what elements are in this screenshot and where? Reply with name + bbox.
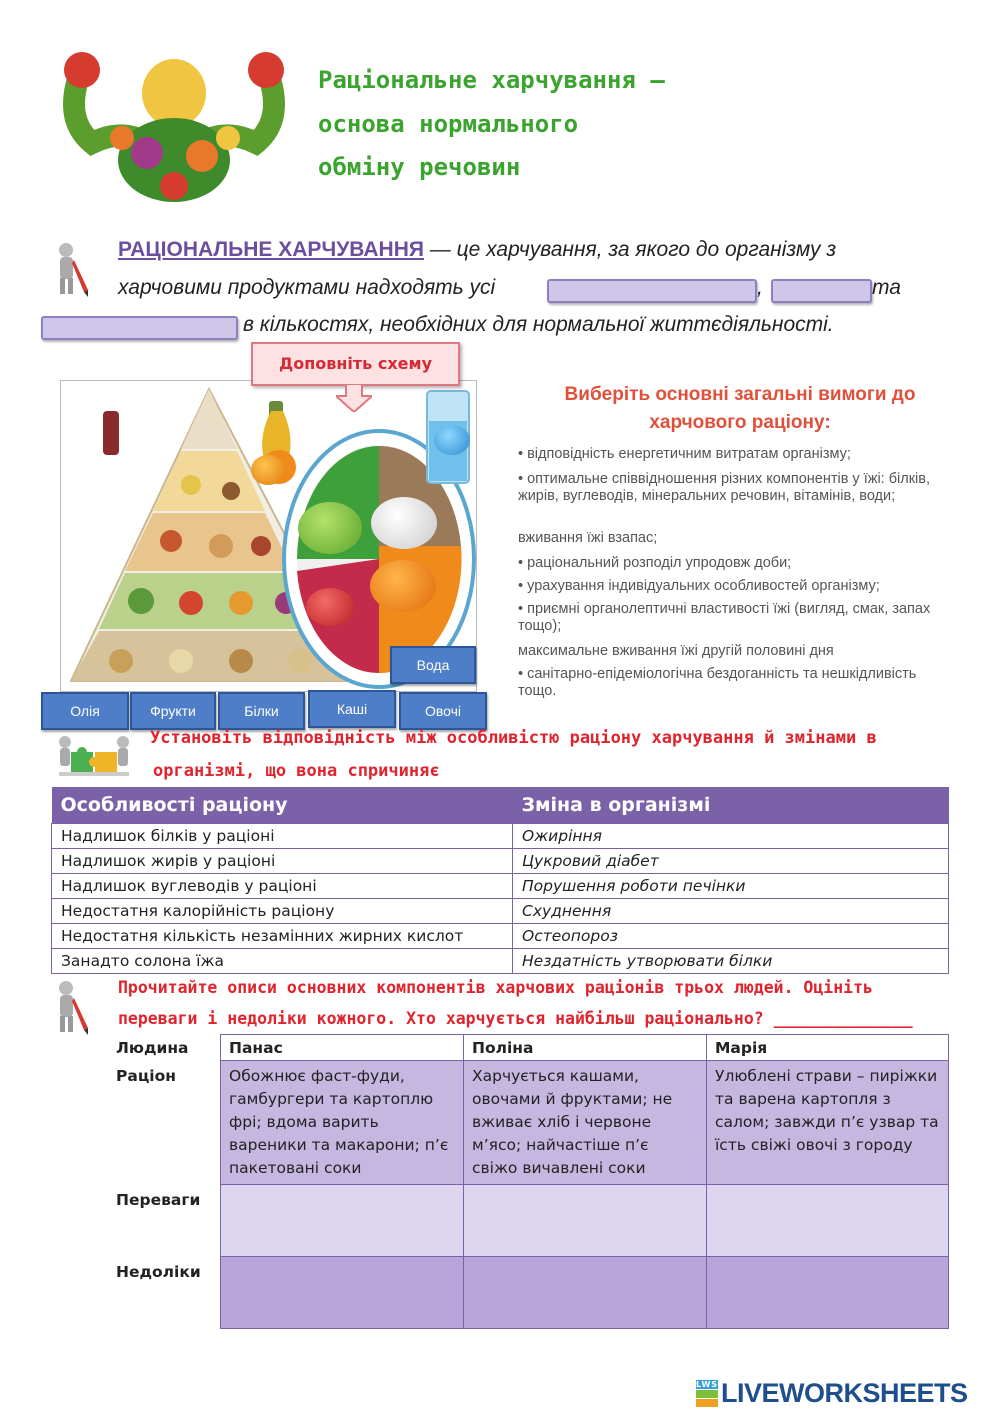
- puzzle-people-icon: [55, 734, 133, 778]
- ration-panas: Обожнює фаст-фуди, гамбургери та картоплю фрі; вдома варить вареники та макарони; п’є пакетовані соки: [221, 1061, 464, 1185]
- logo-letter: LWS: [696, 1379, 719, 1389]
- col-body-changes: Зміна в організмі: [513, 787, 949, 824]
- body-change[interactable]: Остеопороз: [513, 924, 949, 949]
- table-row: [108, 1257, 949, 1329]
- table-row[interactable]: [52, 874, 949, 899]
- ration-mariya: Улюблені страви – пиріжки та варена картопля з салом; завжди п’є узвар та їсть свіжі овочі з городу: [707, 1061, 949, 1185]
- matching-task-line-1: Установіть відповідність між особливістю раціону харчування й змінами в: [150, 728, 877, 748]
- matching-task-line-2: організмі, що вона спричиняє: [153, 761, 440, 781]
- people-task-line-2: переваги і недоліки кожного. Хто харчується найбільш раціонально? ______________: [118, 1009, 913, 1028]
- definition-part-2: харчовими продуктами надходять усі: [118, 276, 496, 299]
- label-person: Людина: [116, 1038, 189, 1057]
- label-ration: Раціон: [116, 1066, 176, 1085]
- egg-yellow: [251, 455, 285, 485]
- body-change[interactable]: Нездатність утворювати білки: [513, 949, 949, 974]
- matching-table: [51, 787, 949, 974]
- ration-feature: Надлишок жирів у раціоні: [52, 849, 513, 874]
- person-name-panas: Панас: [221, 1035, 464, 1061]
- body-change[interactable]: Схуднення: [513, 899, 949, 924]
- liveworksheets-text: LIVEWORKSHEETS: [721, 1377, 968, 1408]
- egg-blue: [434, 425, 470, 455]
- table-row[interactable]: [52, 949, 949, 974]
- pros-input-polina[interactable]: [464, 1185, 707, 1257]
- ration-feature: Надлишок вуглеводів у раціоні: [52, 874, 513, 899]
- ration-feature: Недостатня калорійність раціону: [52, 899, 513, 924]
- requirement-option-3[interactable]: вживання їжі взапас;: [518, 530, 658, 546]
- table-row[interactable]: [52, 924, 949, 949]
- drag-button-oil[interactable]: Олія: [41, 692, 129, 730]
- ration-feature: Занадто солона їжа: [52, 949, 513, 974]
- title-line-1: Раціональне харчування –: [318, 66, 665, 94]
- cons-input-mariya[interactable]: [707, 1257, 949, 1329]
- table-row: [108, 1185, 949, 1257]
- logo-bar-orange: [696, 1399, 718, 1407]
- body-change[interactable]: Ожиріння: [513, 824, 949, 849]
- ration-polina: Харчується кашами, овочами й фруктами; не вживає хліб і червоне м’ясо; найчастіше п’є свіжо вичавлені соки: [464, 1061, 707, 1185]
- requirement-option-1[interactable]: • відповідність енергетичним витратам організму;: [518, 446, 851, 462]
- egg-white: [371, 497, 437, 549]
- vegetable-strongman-logo: [52, 48, 296, 210]
- pros-input-mariya[interactable]: [707, 1185, 949, 1257]
- drag-button-fruits[interactable]: Фрукти: [130, 692, 216, 730]
- person-name-mariya: Марія: [707, 1035, 949, 1061]
- ration-feature: Надлишок білків у раціоні: [52, 824, 513, 849]
- label-cons: Недоліки: [116, 1262, 201, 1281]
- complete-scheme-callout: Доповніть схему: [251, 342, 460, 386]
- drag-button-porridge[interactable]: Каші: [308, 690, 396, 728]
- blank-nutrients-2[interactable]: [771, 279, 872, 303]
- liveworksheets-logo: [696, 1378, 968, 1408]
- egg-orange: [370, 560, 436, 612]
- title-line-3: обміну речовин: [318, 153, 521, 181]
- requirement-option-5[interactable]: • урахування індивідуальних особливостей організму;: [518, 578, 880, 594]
- requirements-title-1: Виберіть основні загальні вимоги до: [564, 384, 916, 405]
- cons-input-panas[interactable]: [221, 1257, 464, 1329]
- egg-green: [298, 502, 362, 554]
- label-pros: Переваги: [116, 1190, 201, 1209]
- table-row: [108, 1061, 949, 1185]
- logo-bar-green: [696, 1390, 718, 1398]
- body-change[interactable]: Цукровий діабет: [513, 849, 949, 874]
- requirement-option-7[interactable]: максимальне вживання їжі другій половині дня: [518, 643, 834, 659]
- table-row[interactable]: [52, 849, 949, 874]
- requirement-option-8[interactable]: • санітарно-епідеміологічна бездоганність та нешкідливість тощо.: [518, 666, 917, 699]
- pros-input-panas[interactable]: [221, 1185, 464, 1257]
- blank-nutrients-3[interactable]: [41, 316, 238, 340]
- drag-button-water[interactable]: Вода: [390, 646, 476, 684]
- definition-ta: та: [872, 276, 901, 299]
- col-ration-features: Особливості раціону: [52, 787, 513, 824]
- pencil-man-icon: [52, 978, 92, 1036]
- people-task-line-1: Прочитайте описи основних компонентів харчових раціонів трьох людей. Оцініть: [118, 978, 873, 997]
- definition-part-1: — це харчування, за якого до організму з: [423, 238, 837, 261]
- requirement-option-2[interactable]: • оптимальне співвідношення різних компонентів у їжі: білків, жирів, вуглеводів, мінеральних речовин, вітамінів, води;: [518, 471, 931, 504]
- requirement-option-6[interactable]: • приємні органолептичні властивості їжі (вигляд, смак, запах тощо);: [518, 601, 931, 634]
- person-name-polina: Поліна: [464, 1035, 707, 1061]
- liveworksheets-logo-icon: [696, 1380, 718, 1407]
- body-change[interactable]: Порушення роботи печінки: [513, 874, 949, 899]
- table-row: [108, 1035, 949, 1061]
- matching-table-header: [52, 787, 949, 824]
- blank-nutrients-1[interactable]: [547, 279, 757, 303]
- egg-red: [306, 588, 354, 626]
- pencil-man-icon: [52, 240, 92, 298]
- requirements-title-2: харчового раціону:: [649, 412, 831, 433]
- requirement-option-4[interactable]: • раціональний розподіл упродовж доби;: [518, 555, 792, 571]
- table-row[interactable]: [52, 824, 949, 849]
- table-row[interactable]: [52, 899, 949, 924]
- definition-line-1: [118, 238, 836, 262]
- ration-feature: Недостатня кількість незамінних жирних кислот: [52, 924, 513, 949]
- people-table: [108, 1034, 949, 1329]
- drag-button-vegetables[interactable]: Овочі: [399, 692, 487, 730]
- definition-part-3: в кількостях, необхідних для нормальної життєдіяльності.: [243, 313, 834, 336]
- definition-term: РАЦІОНАЛЬНЕ ХАРЧУВАННЯ: [118, 238, 424, 261]
- drag-button-proteins[interactable]: Білки: [218, 692, 305, 730]
- definition-comma: ,: [757, 276, 763, 299]
- cons-input-polina[interactable]: [464, 1257, 707, 1329]
- title-line-2: основа нормального: [318, 110, 579, 138]
- callout-arrow: [336, 384, 372, 412]
